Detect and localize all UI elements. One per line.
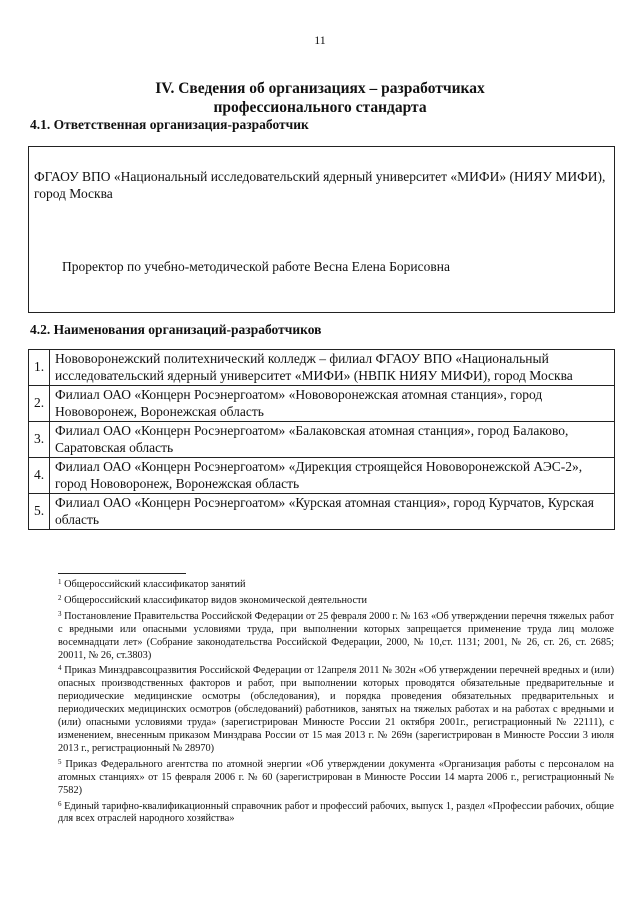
footnote-mark: 3 <box>58 609 62 618</box>
row-number: 2. <box>29 386 50 422</box>
footnote <box>58 592 614 608</box>
table-row <box>29 386 615 422</box>
footnote-text: Постановление Правительства Российской Федерации от 25 февраля 2000 г. № 163 «Об утверждении перечня тяжелых работ с вредными или опасными условиями труда, при выполнении которых запрещается применение труда лиц моложе восемнадцати лет» (Собрание законодательства Российской Федерации, 2000, № 10,ст. 1131; 2001, № 26, ст. 26, ст. 2685; 20011, № 26, ст.3803) <box>58 610 614 661</box>
section-title-line-2: профессионального стандарта <box>213 99 427 116</box>
table-row <box>29 458 615 494</box>
footnote-mark: 4 <box>58 664 62 673</box>
footnotes <box>58 576 614 826</box>
responsible-org-head: Проректор по учебно-методической работе Весна Елена Борисовна <box>62 259 450 274</box>
footnote-mark: 6 <box>58 799 62 808</box>
footnote-mark: 5 <box>58 757 62 766</box>
row-number: 5. <box>29 494 50 530</box>
footnote-mark: 1 <box>58 578 62 586</box>
footnote <box>58 576 614 592</box>
org-name-cell: Нововоронежский политехнический колледж – филиал ФГАОУ ВПО «Национальный исследовательский ядерный университет «МИФИ» (НВПК НИЯУ МИФИ), город Москва <box>50 350 615 386</box>
footnote <box>58 662 614 755</box>
table-row <box>29 494 615 530</box>
org-name-cell: Филиал ОАО «Концерн Росэнергоатом» «Курская атомная станция», город Курчатов, Курская область <box>50 494 615 530</box>
table-row <box>29 422 615 458</box>
responsible-org-name: ФГАОУ ВПО «Национальный исследовательский ядерный университет «МИФИ» (НИЯУ МИФИ), город Москва <box>34 169 606 201</box>
footnote-text: Приказ Федерального агентства по атомной энергии «Об утверждении документа «Организация работы с персоналом на атомных станциях» от 15 февраля 2006 г. № 60 (зарегистрирован в Минюсте России 14 марта 2006 г., регистрационный № 7582) <box>58 758 614 796</box>
footnote-text: Общероссийский классификатор занятий <box>61 579 246 590</box>
footnote <box>58 756 614 798</box>
responsible-org-heading: 4.1. Ответственная организация-разработчик <box>30 117 309 132</box>
footnote-mark: 2 <box>58 593 62 602</box>
page-number: 11 <box>314 33 326 47</box>
developer-orgs-table <box>28 349 615 530</box>
footnote-text: Приказ Минздравсоцразвития Российской Федерации от 12апреля 2011 № 302н «Об утверждении перечней вредных и (или) опасных производственных факторов и работ, при выполнении которых проводятся обязательные предварительные и периодические медицинские осмотры (обследования), и порядка проведения обязательных предварительных и периодических медицинских осмотров (обследований) работников, занятых на тяжелых работах и на работах с вредными и (или) опасными условиями труда» (зарегистрирован Минюсте России 21 октября 2001г., регистрационный № 22111), с изменением, внесенным приказом Минздрава России от 15 мая 2013 г. № 269н (зарегистрирован в Минюсте России 3 июля 2013 г., регистрационный № 28970) <box>58 665 614 754</box>
developer-orgs-heading: 4.2. Наименования организаций-разработчиков <box>30 322 322 337</box>
section-title-line-1: IV. Сведения об организациях – разработчиках <box>155 80 485 97</box>
table-row <box>29 350 615 386</box>
footnote-text: Единый тарифно-квалификационный справочник работ и профессий рабочих, выпуск 1, раздел «Профессии рабочих, общие для всех отраслей народного хозяйства» <box>58 800 614 825</box>
footnote <box>58 798 614 827</box>
org-name-cell: Филиал ОАО «Концерн Росэнергоатом» «Балаковская атомная станция», город Балаково, Саратовская область <box>50 422 615 458</box>
row-number: 3. <box>29 422 50 458</box>
footnote <box>58 608 614 663</box>
footnote-text: Общероссийский классификатор видов экономической деятельности <box>61 594 368 606</box>
org-name-cell: Филиал ОАО «Концерн Росэнергоатом» «Дирекция строящейся Нововоронежской АЭС-2», город Нововоронеж, Воронежская область <box>50 458 615 494</box>
responsible-org-box <box>28 146 615 313</box>
section-title <box>100 79 540 117</box>
org-name-cell: Филиал ОАО «Концерн Росэнергоатом» «Нововоронежская атомная станция», город Нововоронеж, Воронежская область <box>50 386 615 422</box>
footnote-separator <box>58 573 186 574</box>
row-number: 1. <box>29 350 50 386</box>
row-number: 4. <box>29 458 50 494</box>
